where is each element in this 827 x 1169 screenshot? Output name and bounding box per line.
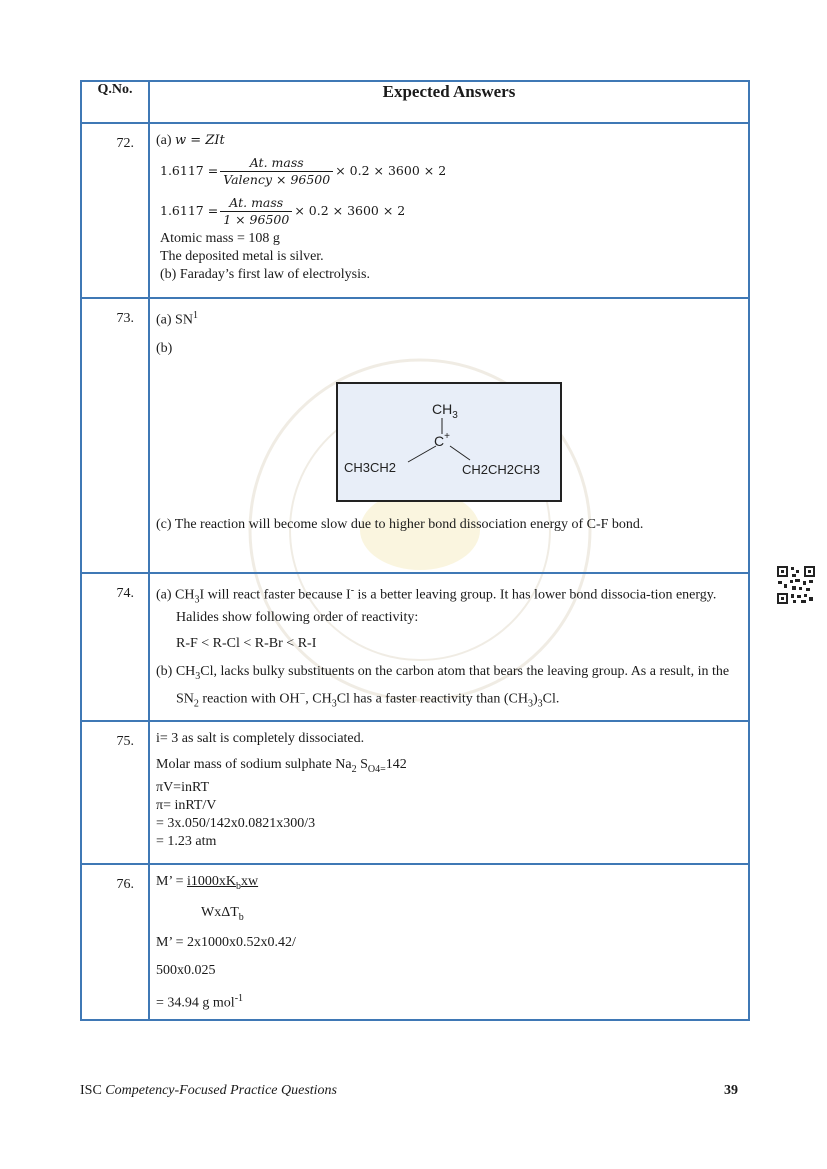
answer-line: M’ = $i1000xK_bxw$ [156, 873, 259, 892]
answer-line: WxΔT$_b$ [201, 904, 244, 923]
structure-container [156, 358, 742, 516]
left-substituent: CH3CH2 [344, 459, 397, 475]
fraction-denominator: 1 × 96500 [223, 211, 290, 227]
answer-line: (b) [156, 340, 173, 356]
question-number: 74. [81, 573, 149, 721]
answer-line: (b) Faraday’s first law of electrolysis. [160, 267, 370, 282]
question-number: 75. [81, 721, 149, 864]
answer-cell [149, 298, 749, 573]
ch3-group: $CH_3$ [432, 400, 458, 421]
table-row [81, 573, 749, 721]
fraction [220, 195, 292, 228]
answer-text: (a) SN [156, 312, 193, 328]
superscript: 1 [192, 310, 198, 321]
table-row [81, 123, 749, 298]
answer-line [156, 307, 742, 330]
qr-code-icon[interactable] [776, 565, 816, 605]
expected-answers-header: Expected Answers [149, 81, 749, 123]
equation-lhs: 1.6117 = [160, 163, 219, 178]
carbocation-center: C+ [434, 430, 450, 449]
question-number: 73. [81, 298, 149, 573]
answer-cell [149, 573, 749, 721]
reactivity-order: R-F < R-Cl < R-Br < R-I [176, 636, 317, 652]
table-header-row [81, 81, 749, 123]
equation-lhs: 1.6117 = [160, 203, 219, 218]
answer-line: The deposited metal is silver. [160, 249, 324, 264]
footer-brand: ISC [80, 1083, 102, 1098]
answer-cell [149, 721, 749, 864]
fraction-denominator: Valency × 96500 [223, 171, 331, 187]
table-row [81, 298, 749, 573]
answer-line: M’ = 2x1000x0.52x0.42/ [156, 935, 296, 951]
answer-cell [149, 864, 749, 1020]
table-row [81, 864, 749, 1020]
answer-line: i= 3 as salt is completely dissociated. [156, 730, 365, 746]
right-substituent: CH2CH2CH3 [462, 461, 541, 477]
fraction-numerator: At. mass [220, 155, 333, 172]
answer-line [156, 132, 742, 150]
answer-line: Atomic mass = 108 g [160, 231, 280, 246]
question-number: 72. [81, 123, 149, 298]
answer-line: Molar mass of sodium sulphate $Na_2$ $S_{O4=}142$ [156, 756, 407, 775]
part-label: (a) [156, 133, 172, 148]
answer-paragraph: (b) $CH_3Cl$, lacks bulky substituents on the carbon atom that bears the leaving group. As a result, in the $SN_2$ reaction with OH−, $CH_3Cl$ has a faster reactivity than $(CH_3)_3Cl$. [156, 664, 730, 710]
question-number: 76. [81, 864, 149, 1020]
qno-header: Q.No. [81, 81, 149, 123]
fraction-numerator: At. mass [220, 195, 292, 212]
formula: w = ZIt [175, 133, 225, 148]
fraction [220, 155, 333, 188]
expected-answers-table [80, 80, 750, 1021]
carbocation-structure-diagram [336, 382, 562, 502]
page-number: 39 [724, 1083, 738, 1098]
equation-rhs: × 0.2 × 3600 × 2 [294, 203, 406, 218]
equation-row [160, 152, 742, 190]
answer-line: = 3x.050/142x0.0821x300/3 [156, 815, 316, 831]
equation-row [160, 192, 742, 230]
equation-rhs: × 0.2 × 3600 × 2 [335, 163, 447, 178]
table-row [81, 721, 749, 864]
structure-svg [338, 384, 560, 500]
answer-line: 500x0.025 [156, 963, 216, 979]
page-footer-title [80, 1083, 337, 1099]
answer-line: π= inRT/V [156, 797, 217, 813]
answer-line: (c) The reaction will become slow due to higher bond dissociation energy of C-F bond. [156, 516, 644, 532]
answer-line: πV=inRT [156, 779, 210, 795]
answer-cell [149, 123, 749, 298]
answer-line: = 34.94 g mol$^{-1}$ [156, 993, 244, 1011]
footer-title: Competency-Focused Practice Questions [105, 1083, 338, 1098]
answer-line: = 1.23 atm [156, 833, 217, 849]
answer-paragraph: (a) $CH_3I$ will react faster because I- is a better leaving group. It has lower bond dissocia-tion energy. Halides show following order of reactivity: [156, 585, 717, 626]
